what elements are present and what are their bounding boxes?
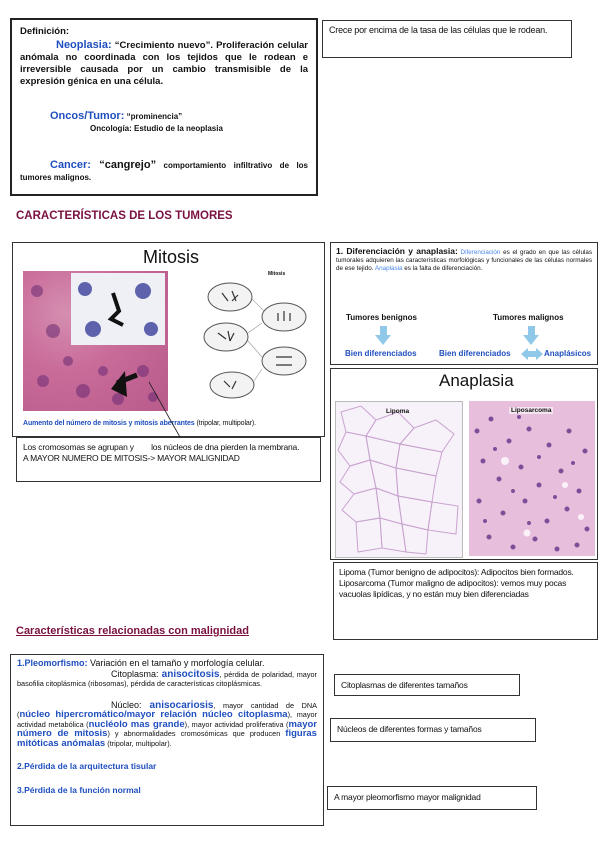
benign-label: Tumores benignos: [346, 313, 417, 322]
note-nucleos: [330, 718, 536, 742]
hipercromatico-term: núcleo hipercromático/mayor relación núcleo citoplasma: [19, 709, 288, 720]
nucleo-text-a: , mayor cantidad de DNA (: [17, 700, 317, 719]
cancer-text: comportamiento infiltrativo de los tumores malignos.: [20, 161, 309, 182]
nucleo-text-g: ) y abnormalidades cromosómicas que producen: [107, 729, 286, 738]
note-growth: [322, 20, 572, 58]
mitosis-caption: [23, 420, 256, 427]
oncos-term: Oncos/Tumor:: [50, 110, 125, 122]
note-growth-text: Crece por encima de la tasa de las células que le rodean.: [329, 25, 548, 35]
note-citoplasmas-text: Citoplasmas de diferentes tamaños: [341, 680, 468, 690]
definition-box: [10, 18, 318, 196]
mitosis-caption-highlight: Aumento del número de mitosis y mitosis aberrantes: [23, 420, 195, 427]
note-citoplasmas: [334, 674, 520, 696]
diferenciacion-title: 1. Diferenciación y anaplasia:: [336, 246, 458, 256]
liposarcoma-label: Liposarcoma: [511, 407, 552, 414]
neoplasia-term: Neoplasia:: [56, 39, 112, 51]
mitosis-title: Mitosis: [143, 247, 200, 267]
nucleo-text-i: (tripolar, multipolar).: [105, 738, 172, 748]
liposarcoma-image: [469, 401, 595, 556]
diferenciacion-panel: [330, 242, 598, 365]
funcion-line: 3.Pérdida de la función normal: [17, 784, 141, 795]
anisocitosis-term: anisocitosis: [161, 668, 220, 680]
lipoma-label: Lipoma: [386, 408, 410, 415]
note-lipoma-line2: Liposarcoma (Tumor maligno de adipocitos): vemos muy pocas vacuolas lipídicas, y no están muy bien diferenciadas: [339, 578, 567, 599]
anaplasia-title: Anaplasia: [439, 371, 514, 390]
pleomorfismo-text: Variación en el tamaño y morfología celular.: [87, 658, 265, 668]
note-lipoma: [333, 562, 598, 640]
diferenciacion-text: [336, 247, 592, 273]
mitosis-count-term: mayor número de mitosis: [17, 718, 317, 739]
anaplasia-body: es la falta de diferenciación.: [402, 265, 483, 272]
neoplasia-text: “Crecimiento nuevo”. Proliferación celular anómala no coordinada con los tejidos que le rodean e irreversible causada por un cambio transmisible de la expresión génica en una célula.: [20, 40, 308, 87]
lipoma-image: [335, 401, 463, 558]
section-title-tumores: CARACTERÍSTICAS DE LOS TUMORES: [16, 210, 233, 222]
cancer-definition: [20, 159, 308, 184]
nucleo-paragraph: [17, 701, 317, 749]
section-title-malignidad: Características relacionadas con malignidad: [16, 625, 249, 637]
mitosis-diagram-label: Mitosis: [268, 271, 286, 277]
malignidad-box: [10, 654, 324, 826]
malignant-result-2: Anaplásicos: [544, 349, 592, 358]
citoplasma-label: Citoplasma:: [111, 668, 162, 679]
diferenciacion-term: Diferenciación: [460, 249, 501, 256]
citoplasma-paragraph: [17, 670, 317, 689]
arquitectura-line: 2.Pérdida de la arquitectura tisular: [17, 761, 157, 771]
note-mitosis-line1: Los cromosomas se agrupan y los núcleos de dna pierden la membrana.: [23, 442, 300, 452]
oncos-definition: [20, 110, 308, 123]
anaplasia-panel: [330, 368, 598, 560]
figuras-term: figuras mitóticas anómalas: [17, 728, 317, 749]
benign-result: Bien diferenciados: [345, 349, 417, 358]
nucleo-text-c: ), mayor actividad metabólica (: [17, 710, 317, 729]
oncos-text: “prominencia”: [124, 112, 183, 121]
pleomorfismo-line: [17, 659, 317, 669]
anaplasia-term: Anaplasia: [374, 265, 403, 272]
pleomorfismo-term: 1.Pleomorfismo:: [17, 658, 88, 668]
malignant-result-1: Bien diferenciados: [439, 349, 511, 358]
note-mitosis: [16, 437, 321, 482]
note-lipoma-line1: Lipoma (Tumor benigno de adipocitos): Adipocitos bien formados.: [339, 567, 574, 577]
nucleo-label: Núcleo:: [111, 699, 150, 710]
mitosis-caption-text: (tripolar, multipolar).: [194, 420, 257, 427]
malignant-label: Tumores malignos: [493, 313, 564, 322]
note-pleomorfismo-text: A mayor pleomorfismo mayor malignidad: [334, 792, 481, 802]
note-mitosis-line2: A MAYOR NUMERO DE MITOSIS-> MAYOR MALIGNIDAD: [23, 453, 240, 463]
oncologia-definition: Oncología: Estudio de la neoplasia: [90, 124, 223, 133]
neoplasia-definition: [20, 39, 308, 88]
cancer-quote: “cangrejo”: [90, 159, 157, 171]
note-pleomorfismo: [327, 786, 537, 810]
definition-heading: Definición:: [20, 26, 70, 37]
diferenciacion-body: es el grado en que las células tumorales adquieren las características morfológicas y funcionales de las células normales de ese tejido.: [336, 249, 592, 272]
double-arrow-icon: [521, 347, 543, 365]
nucleolo-term: nucléolo mas grande: [88, 718, 185, 730]
benign-arrow-icon: [375, 326, 391, 345]
mitosis-phases-diagram: [198, 269, 316, 409]
nucleo-text-e: ), mayor actividad proliferativa (: [184, 719, 289, 729]
note-nucleos-text: Núcleos de diferentes formas y tamaños: [337, 724, 482, 734]
anisocariosis-term: anisocariosis: [149, 699, 214, 711]
citoplasma-text: , pérdida de polaridad, mayor basofilia citoplásmica (ribosomas), pérdida de características citoplásmicas.: [17, 669, 317, 688]
malignant-arrow-icon: [523, 326, 539, 345]
cancer-term: Cancer:: [50, 159, 91, 171]
